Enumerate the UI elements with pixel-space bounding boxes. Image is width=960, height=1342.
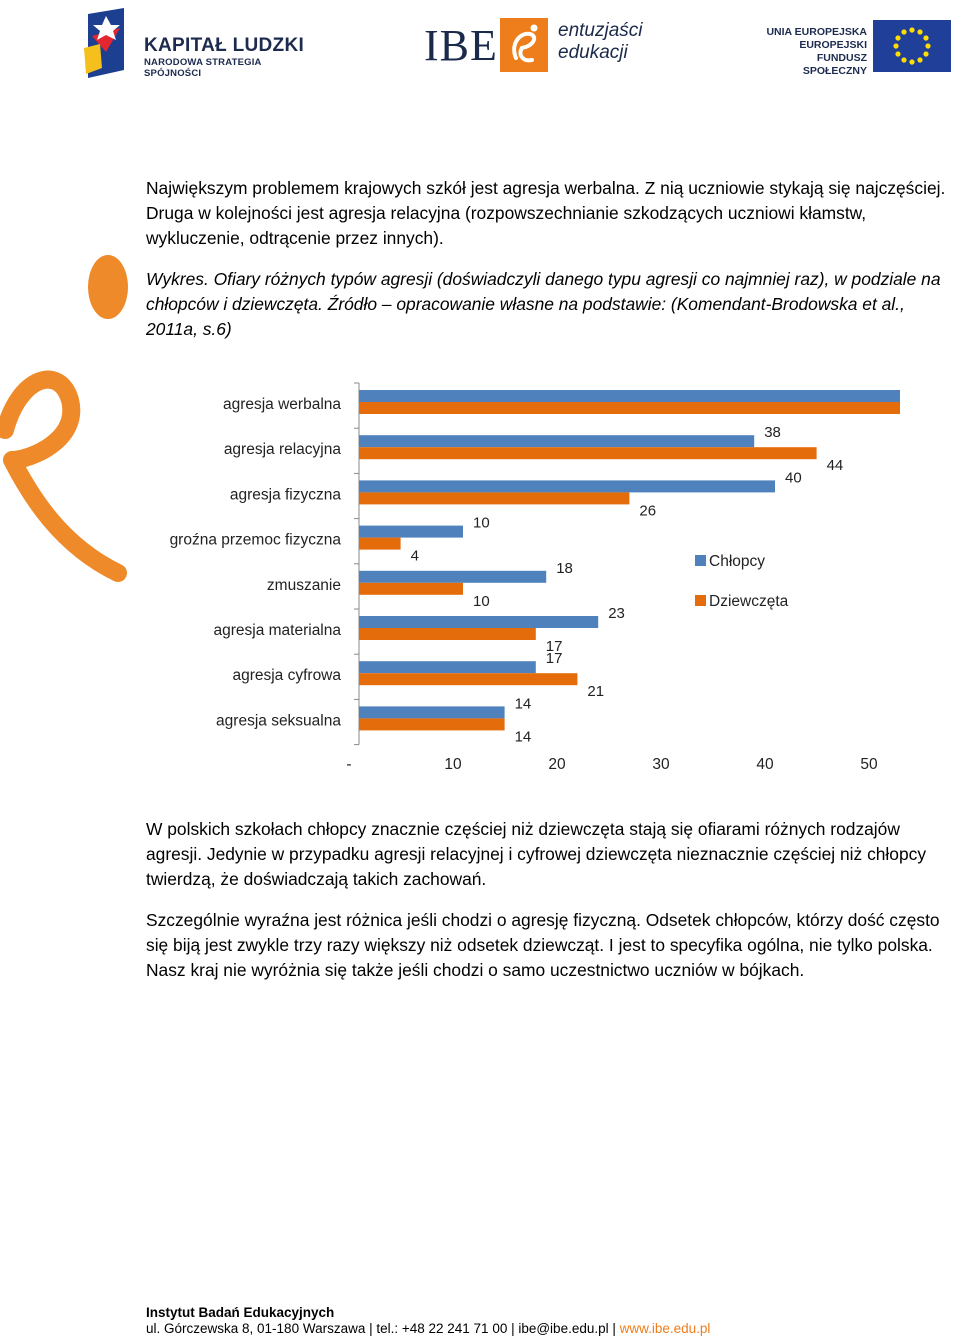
bar-boys <box>359 435 754 447</box>
bar-boys <box>359 616 598 628</box>
legend-label: Dziewczęta <box>709 593 789 610</box>
category-label: agresja cyfrowa <box>232 667 341 685</box>
bar-girls <box>359 447 817 459</box>
data-label: 10 <box>473 592 490 610</box>
eu-flag-icon <box>873 20 951 72</box>
x-tick-label: - <box>346 756 352 773</box>
gender-difference-paragraph: W polskich szkołach chłopcy znacznie częściej niż dziewczęta stają się ofiarami różnych rodzajów agresji. Jedynie w przypadku agresji relacyjnej i cyfrowej dziewczęta nieznacznie częściej niż chłopcy twierdzą, że doświadczają takich zachowań. <box>146 819 927 889</box>
legend-swatch <box>695 555 706 566</box>
intro-paragraph: Największym problemem krajowych szkół jest agresja werbalna. Z nią uczniowie stykają się najczęściej. Druga w kolejności jest agresja relacyjna (rozpowszechnianie szkodzących uczniowi kłamstw, wykluczenie, odtrącenie przez innych). <box>146 178 946 248</box>
data-label: 26 <box>639 502 657 520</box>
data-label: 14 <box>514 728 532 746</box>
x-tick-label: 50 <box>860 756 878 773</box>
category-label: agresja materialna <box>213 622 341 639</box>
physical-aggression-paragraph: Szczególnie wyraźna jest różnica jeśli chodzi o agresję fizyczną. Odsetek chłopców, którzy dość często się biją jest zwykle trzy razy większy niż odsetek dziewcząt. I jest to specyfika ogólna, nie tylko polska. Nasz kraj nie wyróżnia się także jeśli chodzi o samo uczestnictwo uczniów w bójkach. <box>146 910 940 980</box>
bar-girls <box>359 673 577 685</box>
kapital-ludzki-logo <box>80 8 320 86</box>
bar-girls <box>359 718 505 730</box>
data-label: 18 <box>556 559 573 577</box>
chart-caption: Wykres. Ofiary różnych typów agresji (doświadczyli danego typu agresji co najmniej raz), w podziale na chłopców i dziewczęta. Źródło – opracowanie własne na podstawie: (Komendant-Brodowska et al., 2011a, s.6) <box>146 269 941 339</box>
footer-address: ul. Górczewska 8, 01-180 Warszawa | tel.: +48 22 241 71 00 | ibe@ibe.edu.pl | <box>146 1321 620 1336</box>
bar-boys <box>359 571 546 583</box>
bar-girls <box>359 583 463 595</box>
category-label: agresja relacyjna <box>223 441 341 459</box>
kapital-ludzki-emblem-icon <box>80 8 140 86</box>
x-tick-label: 10 <box>444 756 462 773</box>
bar-girls <box>359 538 401 550</box>
legend-label: Chłopcy <box>709 553 765 570</box>
bar-boys <box>359 480 775 492</box>
eu-text: UNIA EUROPEJSKA EUROPEJSKI FUNDUSZ SPOŁECZNY <box>766 26 867 77</box>
entuzjasci-edukacji-logo-mark <box>500 18 548 72</box>
ibe-wordmark: IBE <box>424 21 498 70</box>
kapital-ludzki-subtitle: NARODOWA STRATEGIA SPÓJNOŚCI <box>144 57 262 79</box>
data-label: 4 <box>410 547 419 565</box>
eu-logo <box>760 20 955 77</box>
bar-boys <box>359 661 536 673</box>
e-letter-icon <box>500 18 548 72</box>
bar-girls <box>359 628 536 640</box>
data-label: 23 <box>608 605 625 622</box>
footer-contact <box>146 1321 710 1337</box>
footer-institute: Instytut Badań Edukacyjnych <box>146 1305 335 1320</box>
data-label: 21 <box>587 683 605 701</box>
data-label: 10 <box>473 514 490 532</box>
aggression-bar-chart <box>140 375 900 785</box>
footer-website-link[interactable]: www.ibe.edu.pl <box>619 1321 711 1336</box>
category-label: agresja werbalna <box>222 396 341 413</box>
legend-swatch <box>695 595 706 606</box>
decorative-e-icon <box>0 255 130 585</box>
data-label: 38 <box>764 424 781 442</box>
data-label: 14 <box>514 695 532 713</box>
bar-girls <box>359 492 629 504</box>
x-tick-label: 20 <box>548 756 566 773</box>
entuzjasci-edukacji-text: entuzjaści edukacji <box>558 20 643 63</box>
bar-boys <box>359 706 505 718</box>
bar-boys <box>359 390 900 402</box>
category-label: agresja fizyczna <box>229 486 341 504</box>
bar-boys <box>359 526 463 538</box>
kapital-ludzki-title: KAPITAŁ LUDZKI <box>144 35 305 56</box>
data-label: 40 <box>785 469 802 487</box>
ibe-logo <box>424 18 664 78</box>
data-label: 44 <box>826 457 844 475</box>
category-label: zmuszanie <box>266 576 341 594</box>
category-label: agresja seksualna <box>216 712 341 730</box>
category-label: groźna przemoc fizyczna <box>169 531 341 549</box>
data-label: 17 <box>545 638 563 655</box>
bar-girls <box>359 402 900 414</box>
x-tick-label: 40 <box>756 756 774 773</box>
x-tick-label: 30 <box>652 756 670 773</box>
data-label: 17 <box>545 650 563 668</box>
